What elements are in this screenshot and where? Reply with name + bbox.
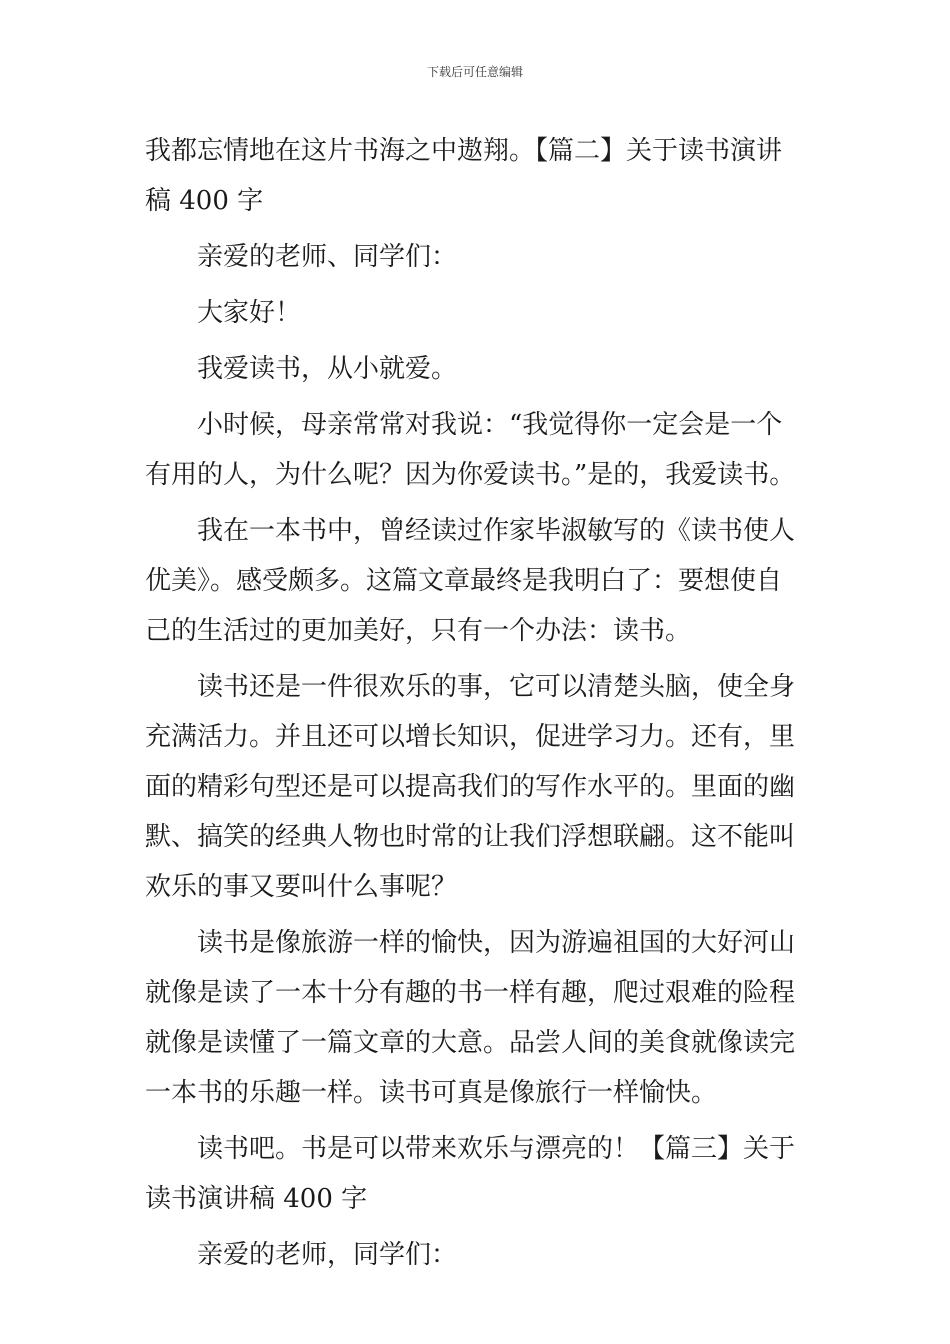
- text-line: 己的生活过的更加美好，只有一个办法：读书。: [145, 616, 692, 646]
- paragraph-line: 读书还是一件很欢乐的事，它可以清楚头脑，使全身: [197, 672, 796, 702]
- text-line: 就像是读了一本十分有趣的书一样有趣，爬过艰难的险程: [145, 978, 796, 1008]
- text-line: 就像是读懂了一篇文章的大意。品尝人间的美食就像读完: [145, 1028, 796, 1058]
- text-line: 读书演讲稿 400 字: [145, 1184, 368, 1214]
- text-line: 欢乐的事又要叫什么事呢？: [145, 872, 458, 902]
- page-header: 下载后可任意编辑: [426, 65, 523, 79]
- paragraph-line: 我爱读书，从小就爱。: [197, 354, 458, 384]
- paragraph-line: 大家好！: [197, 298, 302, 328]
- paragraph-line: 亲爱的老师，同学们：: [197, 1240, 458, 1270]
- text-line: 我都忘情地在这片书海之中遨翔。【篇二】关于读书演讲: [145, 136, 783, 166]
- text-line: 有用的人，为什么呢？因为你爱读书。”是的，我爱读书。: [145, 460, 796, 490]
- paragraph-line: 读书是像旅游一样的愉快，因为游遍祖国的大好河山: [197, 928, 796, 958]
- text-line: 一本书的乐趣一样。读书可真是像旅行一样愉快。: [145, 1078, 718, 1108]
- text-line: 充满活力。并且还可以增长知识，促进学习力。还有，里: [145, 722, 796, 752]
- paragraph-line: 小时候，母亲常常对我说：“我觉得你一定会是一个: [197, 410, 783, 440]
- paragraph-line: 我在一本书中，曾经读过作家毕淑敏写的《读书使人: [197, 516, 796, 546]
- text-line: 优美》。感受颇多。这篇文章最终是我明白了：要想使自: [145, 566, 783, 596]
- document-body: [145, 126, 807, 1280]
- paragraph-line: 读书吧。书是可以带来欢乐与漂亮的！【篇三】关于: [197, 1134, 796, 1164]
- text-line: 稿 400 字: [145, 186, 264, 216]
- paragraph-line: 亲爱的老师、同学们：: [197, 242, 458, 272]
- text-line: 默、搞笑的经典人物也时常的让我们浮想联翩。这不能叫: [145, 822, 796, 852]
- text-line: 面的精彩句型还是可以提高我们的写作水平的。里面的幽: [145, 772, 796, 802]
